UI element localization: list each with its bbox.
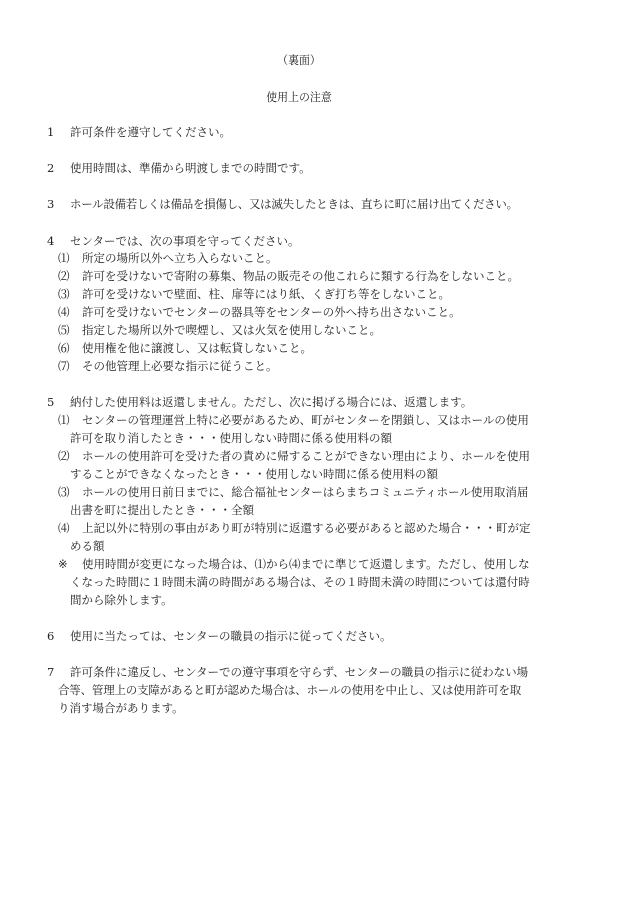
sub-item-text: 指定した場所以外で喫煙し、又は火気を使用しないこと。 bbox=[82, 323, 381, 337]
sub-item-text: 許可を受けないでセンターの器具等をセンターの外へ持ち出さないこと。 bbox=[82, 305, 461, 319]
sub-item-number: ⑷ bbox=[58, 305, 70, 319]
sub-item-number: ⑺ bbox=[58, 359, 70, 373]
sub-item-number: ⑹ bbox=[58, 341, 70, 355]
sub-item-number: ⑵ bbox=[58, 269, 70, 283]
item-text: 納付した使用料は返還しません。ただし、次に掲げる場合には、返還します。 bbox=[70, 395, 473, 409]
sub-item-text-continued: める額 bbox=[70, 539, 105, 553]
sub-item-number: ⑷ bbox=[58, 521, 70, 535]
note-text-continued: くなった時間に１時間未満の時間がある場合は、その１時間未満の時間については還付時 bbox=[70, 575, 530, 589]
reverse-side-label: （裏面） bbox=[277, 53, 321, 67]
item-text: 使用に当たっては、センターの職員の指示に従ってください。 bbox=[70, 629, 392, 643]
item-text: 許可条件に違反し、センターでの遵守事項を守らず、センターの職員の指示に従わない場 bbox=[70, 665, 529, 679]
sub-item-number: ⑵ bbox=[58, 449, 70, 463]
item-text: 許可条件を遵守してください。 bbox=[70, 125, 231, 139]
item-number: 1 bbox=[47, 125, 55, 139]
sub-item-number: ⑶ bbox=[58, 287, 70, 301]
sub-item-text: 許可を受けないで壁面、柱、扉等にはり紙、くぎ打ち等をしないこと。 bbox=[82, 287, 450, 301]
sub-item-text: 使用権を他に譲渡し、又は転貸しないこと。 bbox=[82, 341, 312, 355]
item-number: 5 bbox=[47, 395, 55, 409]
item-number: 2 bbox=[47, 161, 55, 175]
page-title: 使用上の注意 bbox=[266, 90, 332, 104]
sub-item-text-continued: 許可を取り消したとき・・・使用しない時間に係る使用料の額 bbox=[70, 431, 392, 445]
note-text: 使用時間が変更になった場合は、⑴から⑷までに準じて返還します。ただし、使用しな bbox=[82, 557, 530, 571]
sub-item-number: ⑸ bbox=[58, 323, 70, 337]
item-text-continued: 合等、管理上の支障があると町が認めた場合は、ホールの使用を中止し、又は使用許可を取 bbox=[58, 683, 522, 697]
item-text: ホール設備若しくは備品を損傷し、又は滅失したときは、直ちに町に届け出てください。 bbox=[70, 197, 518, 211]
sub-item-text: ホールの使用許可を受けた者の責めに帰することができない理由により、ホールを使用 bbox=[82, 449, 531, 463]
item-text: センターでは、次の事項を守ってください。 bbox=[70, 234, 300, 248]
item-text-continued: り消す場合があります。 bbox=[58, 701, 184, 715]
sub-item-text: その他管理上必要な指示に従うこと。 bbox=[82, 359, 278, 373]
item-text: 使用時間は、準備から明渡しまでの時間です。 bbox=[70, 161, 311, 175]
note-mark: ※ bbox=[58, 557, 68, 571]
sub-item-text: 所定の場所以外へ立ち入らないこと。 bbox=[82, 251, 278, 265]
sub-item-text: ホールの使用日前日までに、総合福祉センターはらまちコミュニティホール使用取消届 bbox=[82, 485, 529, 499]
item-number: 7 bbox=[47, 665, 55, 679]
item-number: 4 bbox=[47, 234, 55, 248]
note-text-continued: 間から除外します。 bbox=[70, 593, 173, 607]
sub-item-text: センターの管理運営上特に必要があるため、町がセンターを閉鎖し、又はホールの使用 bbox=[82, 413, 529, 427]
sub-item-text: 許可を受けないで寄附の募集、物品の販売その他これらに類する行為をしないこと。 bbox=[82, 269, 519, 283]
item-number: 6 bbox=[47, 629, 55, 643]
item-number: 3 bbox=[47, 197, 55, 211]
sub-item-number: ⑴ bbox=[58, 251, 70, 265]
sub-item-text: 上記以外に特別の事由があり町が特別に返還する必要があると認めた場合・・・町が定 bbox=[82, 521, 531, 535]
sub-item-text-continued: することができなくなったとき・・・使用しない時間に係る使用料の額 bbox=[70, 467, 438, 481]
sub-item-text-continued: 出書を町に提出したとき・・・全額 bbox=[70, 503, 254, 517]
sub-item-number: ⑴ bbox=[58, 413, 70, 427]
sub-item-number: ⑶ bbox=[58, 485, 70, 499]
